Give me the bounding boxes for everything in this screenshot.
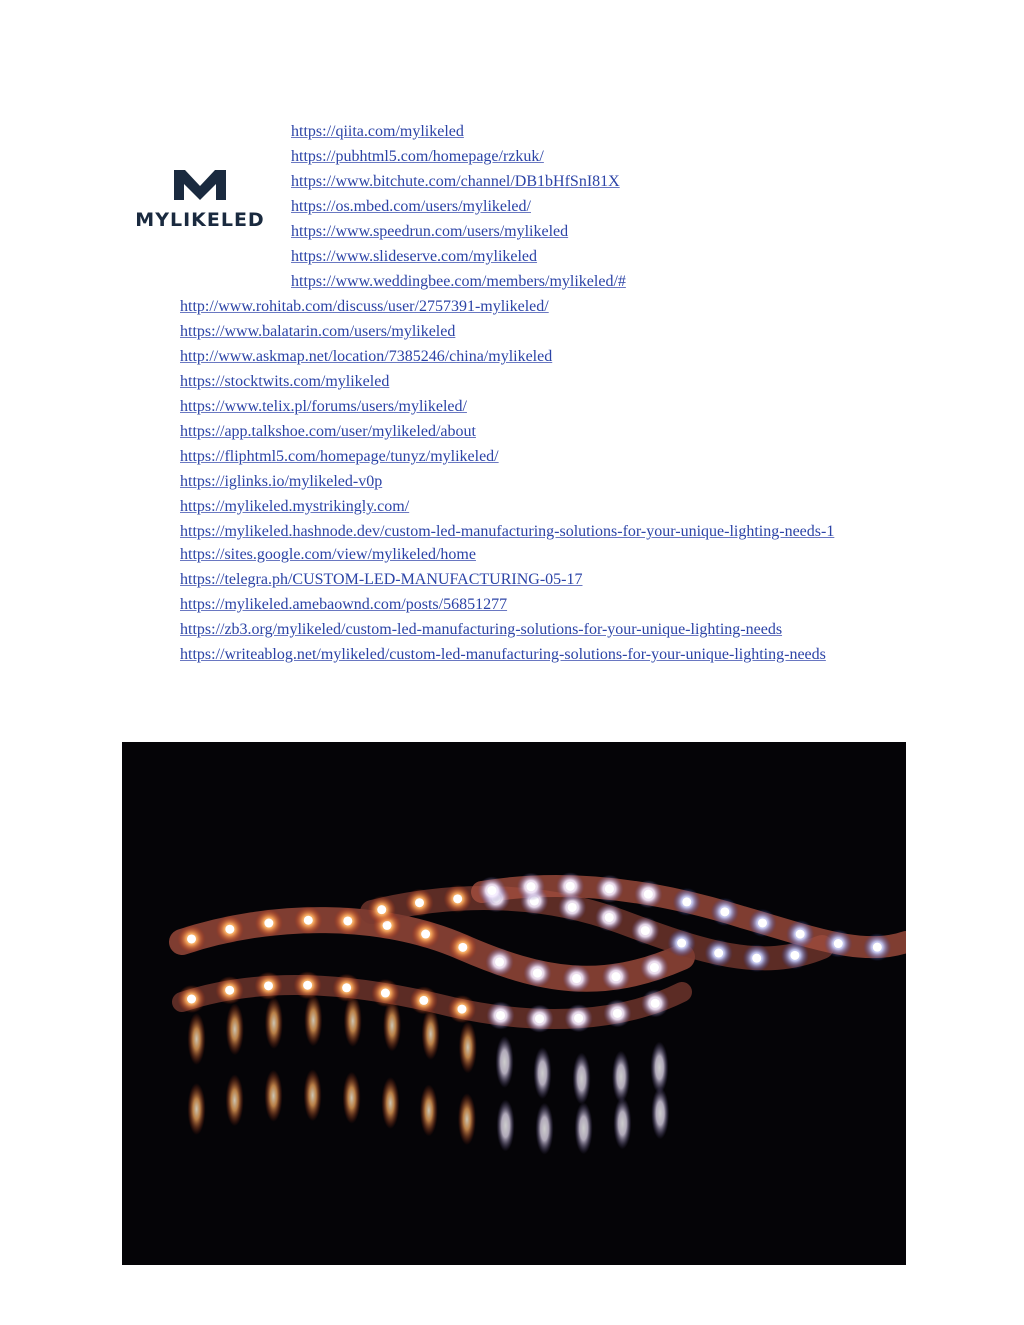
led-core bbox=[225, 925, 234, 934]
link[interactable]: https://app.talkshoe.com/user/mylikeled/about bbox=[180, 423, 476, 440]
link[interactable]: https://www.bitchute.com/channel/DB1bHfSnI81X bbox=[291, 173, 620, 190]
led-core bbox=[419, 996, 428, 1005]
led-reflection bbox=[304, 994, 322, 1046]
led-reflection bbox=[188, 1013, 206, 1065]
link[interactable]: https://mylikeled.hashnode.dev/custom-led-manufacturing-solutions-for-your-unique-lighting-needs-1 bbox=[180, 523, 835, 540]
led-core bbox=[613, 1009, 622, 1018]
led-reflection bbox=[226, 1074, 244, 1126]
link[interactable]: https://www.speedrun.com/users/mylikeled bbox=[291, 223, 569, 240]
led-reflection bbox=[422, 1008, 440, 1060]
led-core bbox=[758, 918, 767, 927]
led-reflection bbox=[459, 1021, 477, 1073]
brand-logo bbox=[130, 160, 270, 240]
led-reflection bbox=[304, 1069, 322, 1121]
led-core bbox=[458, 943, 467, 952]
led-reflection bbox=[613, 1097, 631, 1149]
led-core bbox=[714, 949, 723, 958]
led-core bbox=[651, 999, 660, 1008]
led-core bbox=[457, 1005, 466, 1014]
led-core bbox=[572, 974, 581, 983]
link[interactable]: https://mylikeled.mystrikingly.com/ bbox=[180, 498, 410, 515]
led-reflection bbox=[533, 1047, 551, 1099]
led-reflection bbox=[343, 1072, 361, 1124]
led-core bbox=[377, 905, 386, 914]
led-core bbox=[533, 969, 542, 978]
led-core bbox=[304, 916, 313, 925]
link[interactable]: https://os.mbed.com/users/mylikeled/ bbox=[291, 198, 531, 215]
led-reflection bbox=[344, 995, 362, 1047]
link[interactable]: https://zb3.org/mylikeled/custom-led-manufacturing-solutions-for-your-unique-lighting-needs bbox=[180, 621, 783, 638]
led-core bbox=[342, 983, 351, 992]
led-strip-photo bbox=[122, 742, 906, 1265]
link[interactable]: https://iglinks.io/mylikeled-v0p bbox=[180, 473, 383, 490]
led-reflection bbox=[573, 1053, 591, 1105]
led-reflection bbox=[265, 997, 283, 1049]
led-core bbox=[720, 907, 729, 916]
link[interactable]: http://www.askmap.net/location/7385246/china/mylikeled bbox=[180, 348, 553, 365]
led-reflection bbox=[536, 1103, 554, 1155]
link[interactable]: https://mylikeled.amebaownd.com/posts/56851277 bbox=[180, 596, 508, 613]
led-core bbox=[187, 934, 196, 943]
led-core bbox=[535, 1014, 544, 1023]
led-core bbox=[644, 890, 653, 899]
led-core bbox=[605, 884, 614, 893]
led-reflection bbox=[496, 1036, 514, 1088]
led-core bbox=[752, 954, 761, 963]
led-core bbox=[566, 882, 575, 891]
led-core bbox=[415, 898, 424, 907]
led-core bbox=[526, 882, 535, 891]
led-reflection bbox=[650, 1042, 668, 1094]
led-core bbox=[303, 981, 312, 990]
led-reflection bbox=[575, 1102, 593, 1154]
led-core bbox=[421, 930, 430, 939]
link[interactable]: https://www.telix.pl/forums/users/mylikeled/ bbox=[180, 398, 467, 415]
led-reflection bbox=[383, 999, 401, 1051]
led-core bbox=[496, 1011, 505, 1020]
led-core bbox=[343, 916, 352, 925]
led-core bbox=[568, 903, 577, 912]
led-core bbox=[487, 886, 496, 895]
link[interactable]: https://pubhtml5.com/homepage/rzkuk/ bbox=[291, 148, 544, 165]
led-reflection bbox=[381, 1077, 399, 1129]
led-strip-image bbox=[122, 742, 906, 1265]
logo-text: MYLIKELED bbox=[135, 209, 265, 231]
link[interactable]: https://qiita.com/mylikeled bbox=[291, 123, 464, 140]
logo-m-icon bbox=[130, 160, 270, 208]
led-core bbox=[495, 957, 504, 966]
link-list-top bbox=[291, 119, 911, 294]
led-core bbox=[790, 951, 799, 960]
link[interactable]: https://www.weddingbee.com/members/mylikeled/# bbox=[291, 273, 626, 290]
led-core bbox=[650, 963, 659, 972]
led-core bbox=[682, 897, 691, 906]
led-core bbox=[605, 913, 614, 922]
led-reflection bbox=[188, 1083, 206, 1135]
led-core bbox=[677, 939, 686, 948]
led-core bbox=[187, 994, 196, 1003]
led-core bbox=[641, 926, 650, 935]
link[interactable]: https://www.balatarin.com/users/mylikeled bbox=[180, 323, 456, 340]
led-core bbox=[225, 986, 234, 995]
led-reflection bbox=[420, 1084, 438, 1136]
link[interactable]: http://www.rohitab.com/discuss/user/2757391-mylikeled/ bbox=[180, 298, 549, 315]
led-core bbox=[453, 894, 462, 903]
led-core bbox=[796, 930, 805, 939]
led-reflection bbox=[651, 1087, 669, 1139]
link[interactable]: https://sites.google.com/view/mylikeled/home bbox=[180, 546, 476, 563]
link[interactable]: https://fliphtml5.com/homepage/tunyz/mylikeled/ bbox=[180, 448, 499, 465]
link[interactable]: https://www.slideserve.com/mylikeled bbox=[291, 248, 538, 265]
led-reflection bbox=[612, 1051, 630, 1103]
led-core bbox=[612, 972, 621, 981]
link-list-main bbox=[180, 294, 900, 665]
led-reflection bbox=[497, 1099, 515, 1151]
led-reflection bbox=[226, 1003, 244, 1055]
led-core bbox=[873, 943, 882, 952]
led-reflection bbox=[458, 1093, 476, 1145]
link[interactable]: https://writeablog.net/mylikeled/custom-led-manufacturing-solutions-for-your-unique-lighting-needs bbox=[180, 646, 826, 663]
link[interactable]: https://stocktwits.com/mylikeled bbox=[180, 373, 390, 390]
led-reflection bbox=[264, 1070, 282, 1122]
led-core bbox=[264, 981, 273, 990]
led-core bbox=[264, 919, 273, 928]
led-core bbox=[381, 989, 390, 998]
link[interactable]: https://telegra.ph/CUSTOM-LED-MANUFACTURING-05-17 bbox=[180, 571, 583, 588]
led-core bbox=[574, 1014, 583, 1023]
led-core bbox=[834, 939, 843, 948]
